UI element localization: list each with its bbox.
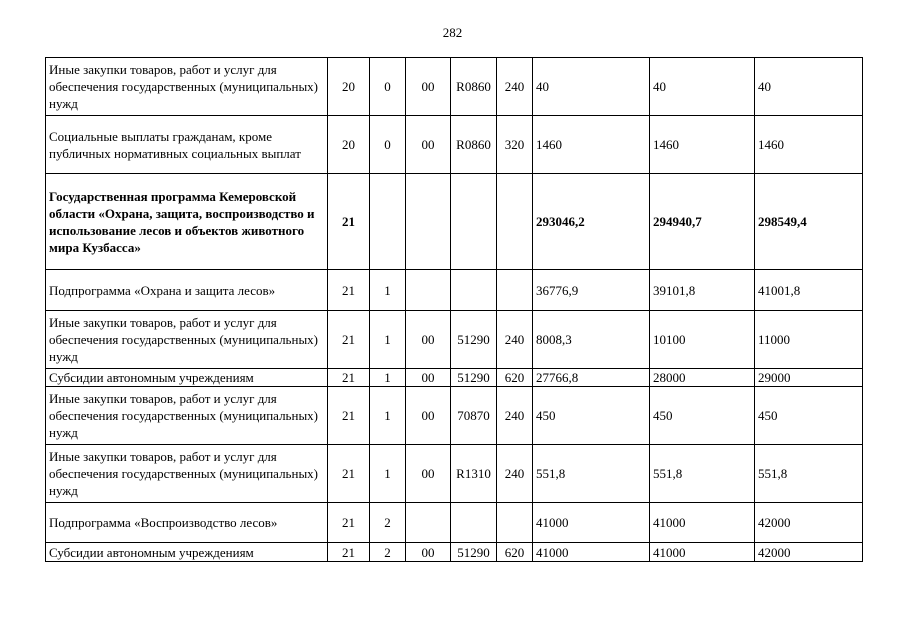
cell-code-1: 21 <box>328 174 370 270</box>
cell-value-1: 36776,9 <box>533 270 650 311</box>
table-row <box>46 270 863 311</box>
row-name: Подпрограмма «Воспроизводство лесов» <box>46 503 328 543</box>
cell-code-2 <box>370 174 406 270</box>
cell-code-1: 21 <box>328 503 370 543</box>
cell-code-5: 240 <box>497 311 533 369</box>
cell-value-1: 293046,2 <box>533 174 650 270</box>
cell-value-3: 41001,8 <box>755 270 863 311</box>
cell-value-3: 551,8 <box>755 445 863 503</box>
cell-value-2: 551,8 <box>650 445 755 503</box>
cell-code-4: R0860 <box>451 58 497 116</box>
cell-value-2: 10100 <box>650 311 755 369</box>
cell-code-3: 00 <box>406 445 451 503</box>
cell-code-5 <box>497 270 533 311</box>
cell-value-2: 1460 <box>650 116 755 174</box>
cell-code-3: 00 <box>406 311 451 369</box>
cell-code-3: 00 <box>406 369 451 387</box>
cell-code-5 <box>497 503 533 543</box>
table-row <box>46 311 863 369</box>
cell-code-3 <box>406 174 451 270</box>
cell-value-2: 39101,8 <box>650 270 755 311</box>
row-name: Иные закупки товаров, работ и услуг для обеспечения государственных (муниципальных) нужд <box>46 387 328 445</box>
cell-code-1: 21 <box>328 387 370 445</box>
cell-code-2: 1 <box>370 311 406 369</box>
cell-code-4 <box>451 503 497 543</box>
cell-code-5: 620 <box>497 543 533 562</box>
cell-code-2: 1 <box>370 369 406 387</box>
table-row-program <box>46 174 863 270</box>
cell-value-1: 450 <box>533 387 650 445</box>
cell-value-3: 42000 <box>755 503 863 543</box>
row-name: Государственная программа Кемеровской области «Охрана, защита, воспроизводство и использование лесов и объектов животного мира Кузбасса» <box>46 174 328 270</box>
cell-code-4: 51290 <box>451 543 497 562</box>
cell-code-2: 2 <box>370 503 406 543</box>
table-row <box>46 116 863 174</box>
cell-value-1: 40 <box>533 58 650 116</box>
cell-code-3: 00 <box>406 58 451 116</box>
row-name: Иные закупки товаров, работ и услуг для обеспечения государственных (муниципальных) нужд <box>46 445 328 503</box>
cell-code-3 <box>406 270 451 311</box>
cell-value-2: 450 <box>650 387 755 445</box>
cell-value-3: 11000 <box>755 311 863 369</box>
row-name: Субсидии автономным учреждениям <box>46 543 328 562</box>
cell-code-1: 21 <box>328 543 370 562</box>
cell-value-1: 41000 <box>533 543 650 562</box>
cell-code-2: 0 <box>370 58 406 116</box>
cell-value-3: 1460 <box>755 116 863 174</box>
cell-code-1: 21 <box>328 311 370 369</box>
cell-code-5: 240 <box>497 387 533 445</box>
cell-value-1: 27766,8 <box>533 369 650 387</box>
cell-code-1: 20 <box>328 58 370 116</box>
cell-value-2: 41000 <box>650 503 755 543</box>
cell-code-2: 1 <box>370 387 406 445</box>
cell-code-2: 0 <box>370 116 406 174</box>
cell-code-3 <box>406 503 451 543</box>
cell-code-2: 2 <box>370 543 406 562</box>
table-row <box>46 445 863 503</box>
cell-value-3: 29000 <box>755 369 863 387</box>
cell-code-2: 1 <box>370 270 406 311</box>
budget-table <box>45 57 863 562</box>
cell-code-4: 51290 <box>451 311 497 369</box>
cell-code-2: 1 <box>370 445 406 503</box>
table-row <box>46 58 863 116</box>
table-row <box>46 543 863 562</box>
cell-value-3: 298549,4 <box>755 174 863 270</box>
cell-code-5: 240 <box>497 58 533 116</box>
cell-value-1: 1460 <box>533 116 650 174</box>
cell-value-2: 40 <box>650 58 755 116</box>
cell-code-5: 240 <box>497 445 533 503</box>
cell-code-3: 00 <box>406 387 451 445</box>
cell-code-5: 620 <box>497 369 533 387</box>
table-row <box>46 387 863 445</box>
cell-code-5 <box>497 174 533 270</box>
row-name: Подпрограмма «Охрана и защита лесов» <box>46 270 328 311</box>
cell-code-4: 70870 <box>451 387 497 445</box>
cell-code-1: 21 <box>328 445 370 503</box>
table-row <box>46 369 863 387</box>
cell-value-1: 8008,3 <box>533 311 650 369</box>
row-name: Социальные выплаты гражданам, кроме публичных нормативных социальных выплат <box>46 116 328 174</box>
cell-value-2: 41000 <box>650 543 755 562</box>
cell-code-1: 20 <box>328 116 370 174</box>
cell-value-2: 28000 <box>650 369 755 387</box>
cell-code-4: R1310 <box>451 445 497 503</box>
cell-code-4 <box>451 270 497 311</box>
cell-code-1: 21 <box>328 369 370 387</box>
cell-value-3: 450 <box>755 387 863 445</box>
row-name: Иные закупки товаров, работ и услуг для обеспечения государственных (муниципальных) нужд <box>46 58 328 116</box>
cell-value-3: 42000 <box>755 543 863 562</box>
cell-code-4: 51290 <box>451 369 497 387</box>
cell-code-3: 00 <box>406 116 451 174</box>
row-name: Субсидии автономным учреждениям <box>46 369 328 387</box>
cell-value-1: 551,8 <box>533 445 650 503</box>
cell-value-1: 41000 <box>533 503 650 543</box>
table-row <box>46 503 863 543</box>
cell-code-4: R0860 <box>451 116 497 174</box>
cell-code-1: 21 <box>328 270 370 311</box>
row-name: Иные закупки товаров, работ и услуг для обеспечения государственных (муниципальных) нужд <box>46 311 328 369</box>
cell-value-2: 294940,7 <box>650 174 755 270</box>
cell-value-3: 40 <box>755 58 863 116</box>
cell-code-3: 00 <box>406 543 451 562</box>
page-number: 282 <box>442 25 463 40</box>
cell-code-5: 320 <box>497 116 533 174</box>
cell-code-4 <box>451 174 497 270</box>
